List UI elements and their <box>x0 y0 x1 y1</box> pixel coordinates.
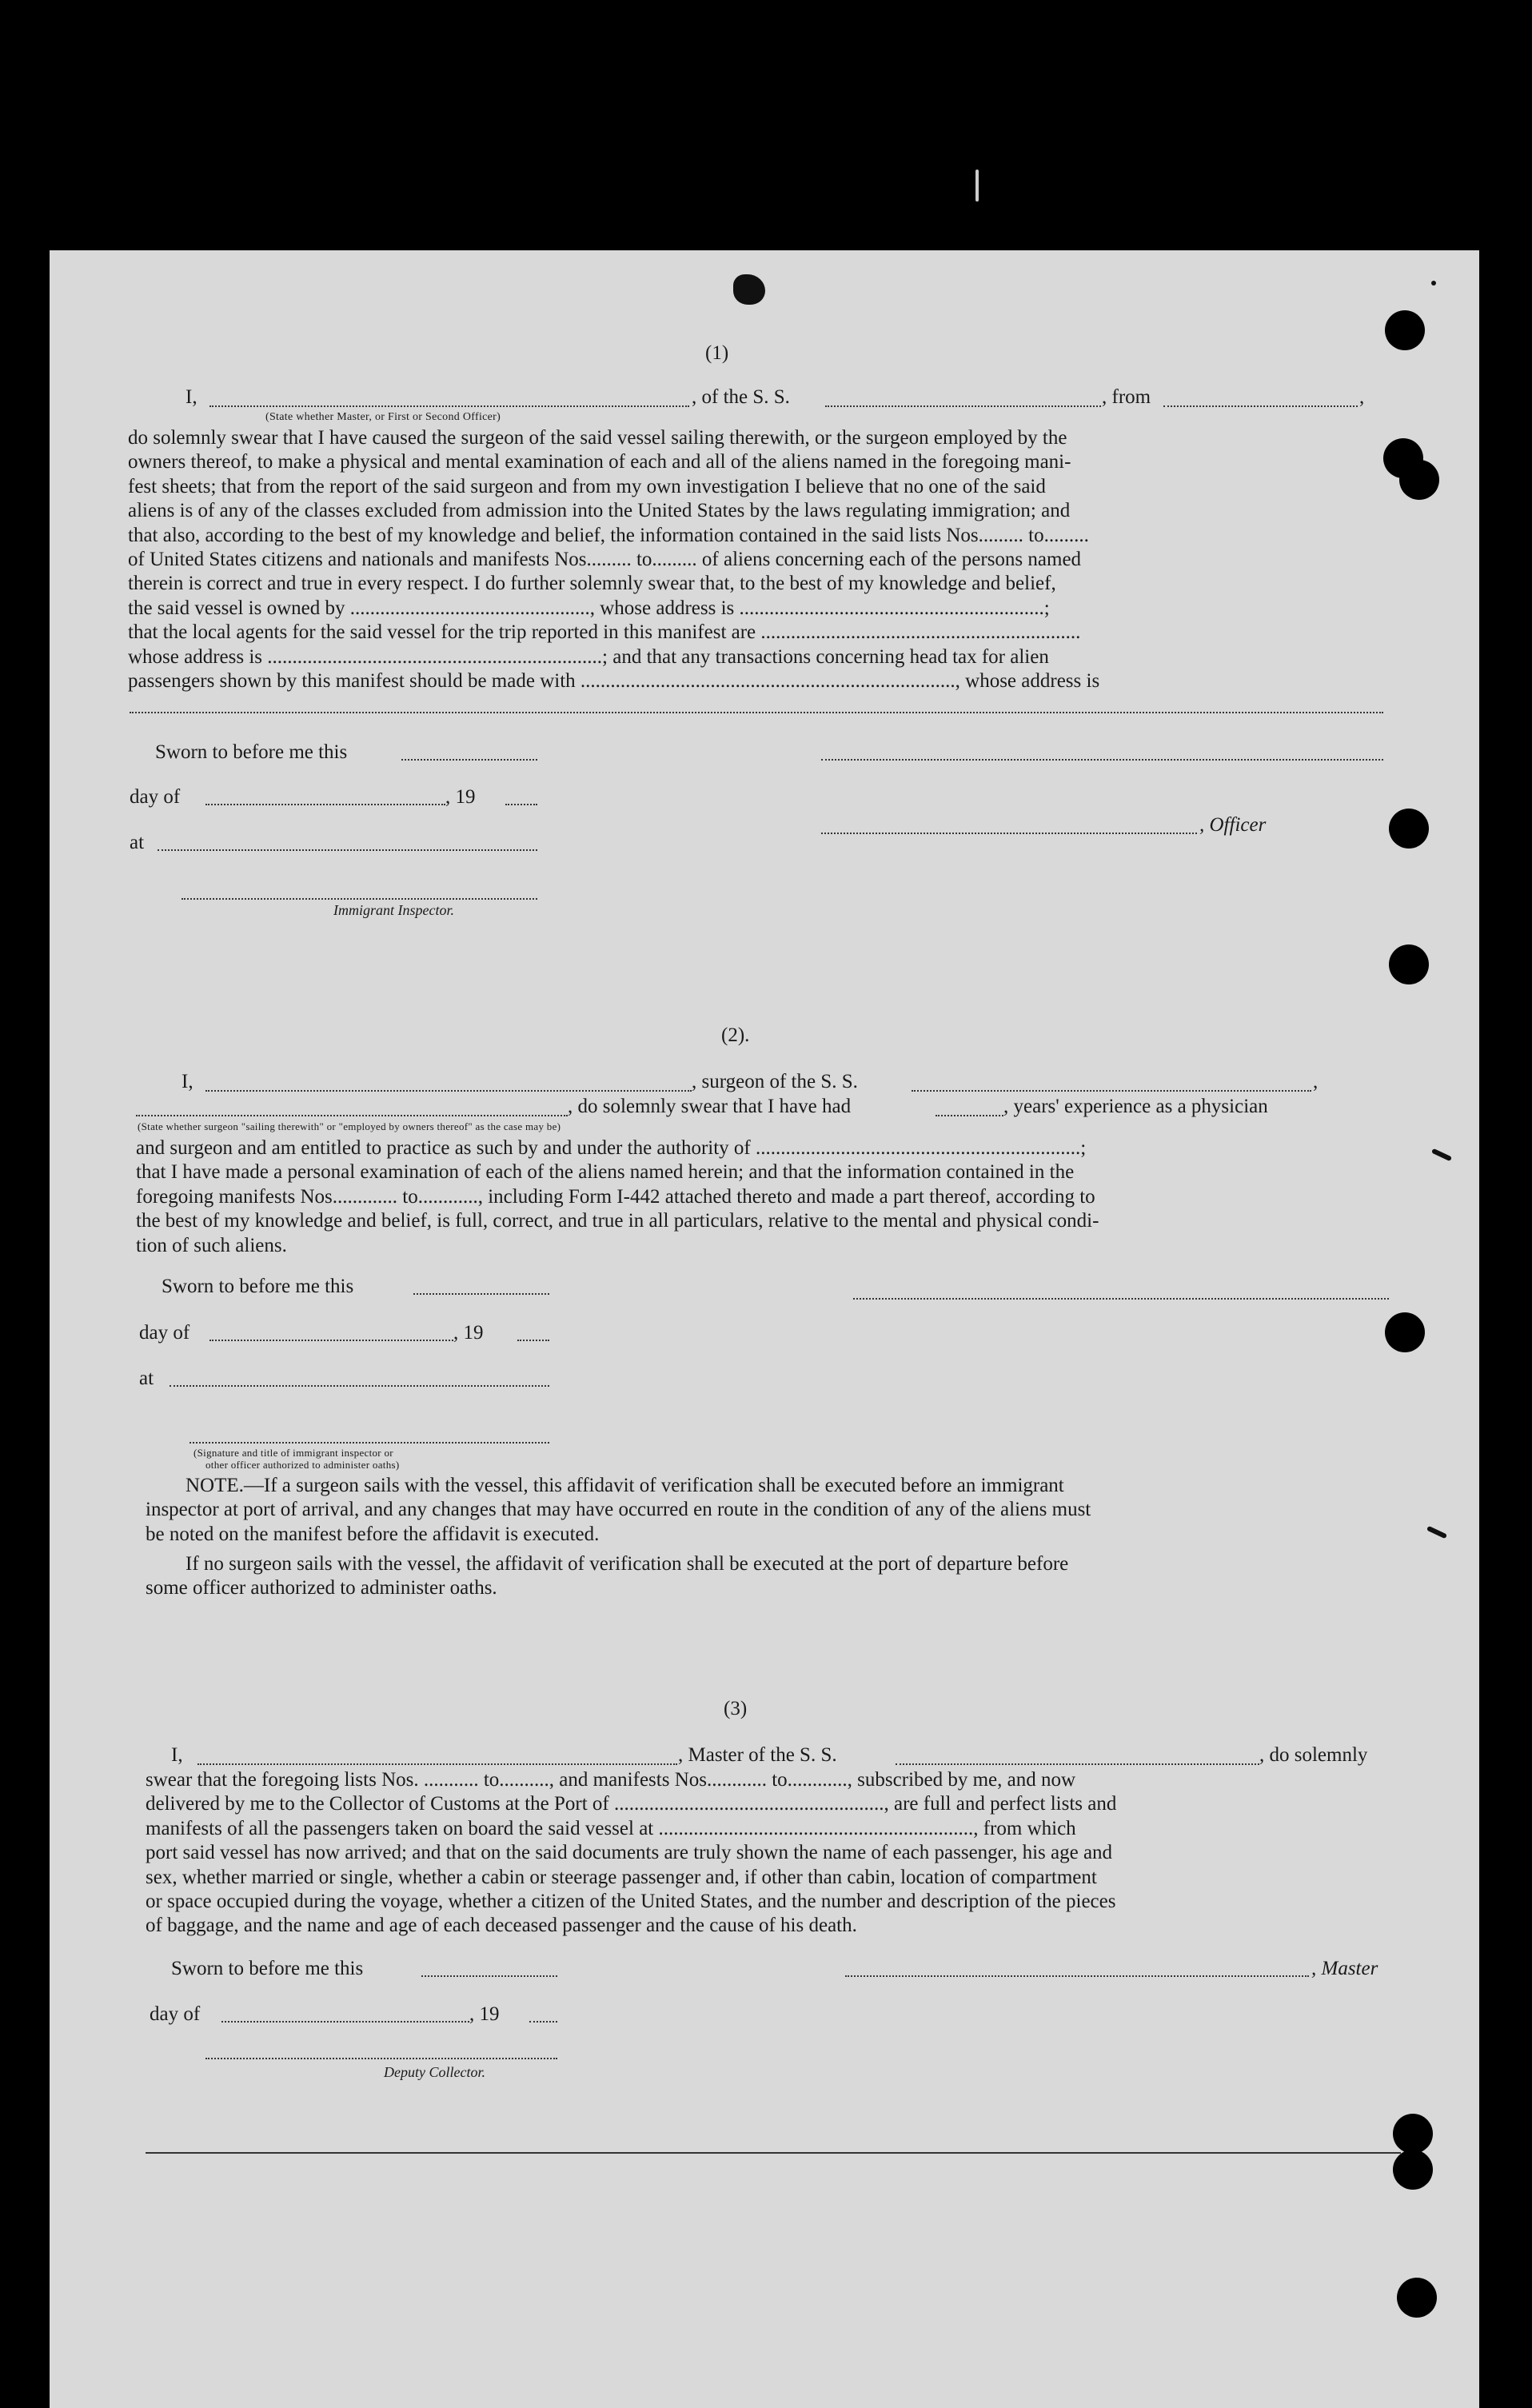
s1-at-field[interactable] <box>158 849 537 851</box>
s2-surgeon-name-field[interactable] <box>205 1090 692 1092</box>
scan-mark <box>975 170 979 202</box>
s1-officer-label: , Officer <box>1199 814 1267 836</box>
binder-hole <box>1385 1312 1425 1352</box>
section-2-number: (2). <box>721 1024 750 1046</box>
s3-day-month-field[interactable] <box>221 2021 469 2023</box>
s3-day-of-label: day of <box>150 2003 201 2025</box>
s1-line: fest sheets; that from the report of the said surgeon and from my own investigation I believe that no one of the said <box>128 475 1046 497</box>
s3-i-label: I, <box>171 1744 183 1766</box>
s1-line: whose address is ...................................................................; and that any transactions concerning head tax for alien <box>128 645 1049 668</box>
s1-line: of United States citizens and nationals and manifests Nos......... to......... of aliens concerning each of the persons named <box>128 549 1082 571</box>
s1-line: passengers shown by this manifest should be made with ..........................................................................., whose address is <box>128 670 1100 693</box>
s3-line: delivered by me to the Collector of Customs at the Port of ......................................................, are full and perfect lists and <box>146 1793 1117 1815</box>
s3-year-field[interactable] <box>529 2021 557 2023</box>
s2-day-of-label: day of <box>139 1322 190 1344</box>
s3-collector-label: Deputy Collector. <box>384 2064 485 2080</box>
s1-line: aliens is of any of the classes excluded from admission into the United States by the laws regulating immigration; and <box>128 500 1071 522</box>
s1-vessel-name-field[interactable] <box>825 405 1101 407</box>
s3-line: manifests of all the passengers taken on board the said vessel at ..............................................................., from which <box>146 1817 1076 1839</box>
speck <box>1426 1526 1447 1539</box>
s3-vessel-name-field[interactable] <box>896 1763 1259 1765</box>
s1-of-ss-label: , of the S. S. <box>692 386 790 408</box>
s2-swear-label: , do solemnly swear that I have had <box>568 1096 852 1117</box>
s2-year-field[interactable] <box>517 1340 549 1341</box>
binder-hole <box>1389 809 1429 849</box>
s1-inspector-signature-field[interactable] <box>182 898 537 900</box>
s1-day-of-label: day of <box>130 786 181 808</box>
s1-officer-signature-field[interactable] <box>821 759 1383 761</box>
s2-note2-line: If no surgeon sails with the vessel, the affidavit of verification shall be executed at the port of departure before <box>186 1553 1069 1575</box>
s3-line: of baggage, and the name and age of each deceased passenger and the cause of his death. <box>146 1915 857 1937</box>
s2-line: the best of my knowledge and belief, is full, correct, and true in all particulars, relative to the mental and physical condi- <box>136 1210 1099 1232</box>
binder-hole <box>1389 944 1429 984</box>
s2-at-label: at <box>139 1368 154 1389</box>
s1-from-port-field[interactable] <box>1163 405 1358 407</box>
s3-collector-signature-field[interactable] <box>205 2058 557 2059</box>
s2-note-paragraph-2 <box>146 1552 1393 1601</box>
s2-line: tion of such aliens. <box>136 1234 287 1256</box>
s1-from-label: , from <box>1102 386 1151 408</box>
s1-state-note: (State whether Master, or First or Second Officer) <box>265 411 501 423</box>
s1-inspector-label: Immigrant Inspector. <box>333 902 454 918</box>
s1-line: the said vessel is owned by ................................................, whose address is .............................................................; <box>128 597 1050 619</box>
s1-oath-paragraph <box>128 426 1383 693</box>
s2-signature-note-2: other officer authorized to administer oaths) <box>205 1459 400 1471</box>
s2-note-line: NOTE.—If a surgeon sails with the vessel, this affidavit of verification shall be executed before an immigrant <box>186 1475 1064 1496</box>
s3-oath-paragraph <box>146 1768 1401 1939</box>
s1-address-field[interactable] <box>130 712 1383 713</box>
speck <box>1431 281 1436 286</box>
s1-line: do solemnly swear that I have caused the surgeon of the said vessel sailing therewith, or the surgeon employed by the <box>128 427 1067 449</box>
bottom-rule <box>146 2152 1401 2154</box>
binder-hole <box>1393 2114 1433 2154</box>
s1-day-month-field[interactable] <box>205 804 445 805</box>
s3-line: port said vessel has now arrived; and that on the said documents are truly shown the name of each passenger, his age and <box>146 1842 1113 1864</box>
s2-day-month-field[interactable] <box>209 1340 453 1341</box>
s3-sworn-label: Sworn to before me this <box>171 1958 364 1979</box>
s3-year-label: , 19 <box>469 2003 500 2025</box>
section-1-number: (1) <box>705 342 729 364</box>
s1-line: therein is correct and true in every respect. I do further solemnly swear that, to the best of my knowledge and belief, <box>128 573 1056 595</box>
s2-note-line: be noted on the manifest before the affidavit is executed. <box>146 1523 600 1545</box>
s2-note2-line: some officer authorized to administer oaths. <box>146 1577 497 1599</box>
s3-master-name-field[interactable] <box>197 1763 677 1765</box>
s2-oath-paragraph <box>136 1136 1391 1258</box>
s3-master-of-label: , Master of the S. S. <box>678 1744 837 1766</box>
s2-sworn-label: Sworn to before me this <box>162 1276 354 1297</box>
s2-signature-note-1: (Signature and title of immigrant inspector or <box>193 1447 393 1459</box>
s3-swear-label: , do solemnly <box>1259 1744 1368 1766</box>
s1-sworn-day-field[interactable] <box>401 759 537 761</box>
s1-i-label: I, <box>186 386 197 408</box>
binder-hole <box>1399 460 1439 500</box>
s2-at-field[interactable] <box>170 1385 549 1387</box>
s2-i-label: I, <box>182 1071 193 1092</box>
s3-sworn-day-field[interactable] <box>421 1975 557 1977</box>
s3-master-label: , Master <box>1311 1958 1378 1979</box>
s1-officer-name-field[interactable] <box>209 405 689 407</box>
binder-hole <box>1397 2278 1437 2318</box>
s1-year-label: , 19 <box>445 786 476 808</box>
s2-vessel-name-field[interactable] <box>912 1090 1311 1092</box>
form-page <box>50 250 1479 2408</box>
s2-line: foregoing manifests Nos............. to............, including Form I-442 attached thereto and made a part thereof, according to <box>136 1185 1095 1208</box>
s3-line: swear that the foregoing lists Nos. ........... to.........., and manifests Nos............ to............, subscribed by me, and now <box>146 1769 1076 1791</box>
s2-line-end: , <box>1313 1071 1319 1092</box>
s1-line-end: , <box>1359 386 1365 408</box>
s1-line: owners thereof, to make a physical and mental examination of each and all of the aliens named in the foregoing mani- <box>128 451 1071 473</box>
s3-line: sex, whether married or single, whether a cabin or steerage passenger and, if other than cabin, location of compartment <box>146 1866 1097 1888</box>
ink-blot <box>733 274 765 305</box>
s2-years-label: , years' experience as a physician <box>1003 1096 1268 1117</box>
s2-years-field[interactable] <box>936 1115 1003 1116</box>
s2-inspector-signature-field[interactable] <box>190 1442 549 1444</box>
binder-hole <box>1393 2150 1433 2190</box>
s1-line: that the local agents for the said vessel for the trip reported in this manifest are ................................................................ <box>128 621 1081 644</box>
s2-line: and surgeon and am entitled to practice as such by and under the authority of .................................................................; <box>136 1137 1087 1159</box>
s1-officer-title-field[interactable] <box>821 833 1197 834</box>
s2-surgeon-signature-field[interactable] <box>853 1298 1389 1300</box>
binder-hole <box>1385 310 1425 350</box>
s2-state-note: (State whether surgeon "sailing therewith" or "employed by owners thereof" as the case may be) <box>138 1120 561 1132</box>
s2-line: that I have made a personal examination of each of the aliens named herein; and that the information contained in the <box>136 1161 1075 1184</box>
s2-note-line: inspector at port of arrival, and any changes that may have occurred en route in the condition of any of the aliens must <box>146 1499 1091 1521</box>
s2-year-label: , 19 <box>453 1322 484 1344</box>
s2-note-paragraph <box>146 1474 1393 1547</box>
s3-line: or space occupied during the voyage, whether a citizen of the United States, and the number and description of the pieces <box>146 1891 1116 1913</box>
s3-master-signature-field[interactable] <box>845 1975 1309 1977</box>
speck <box>1431 1148 1452 1161</box>
s1-line: that also, according to the best of my knowledge and belief, the information contained in the said lists Nos......... to......... <box>128 524 1089 546</box>
s2-sworn-day-field[interactable] <box>413 1293 549 1295</box>
s1-at-label: at <box>130 832 145 853</box>
section-3-number: (3) <box>724 1698 748 1719</box>
s1-year-field[interactable] <box>505 804 537 805</box>
s2-surgeon-of-label: , surgeon of the S. S. <box>692 1071 858 1092</box>
s2-surgeon-type-field[interactable] <box>136 1115 568 1116</box>
s1-sworn-label: Sworn to before me this <box>155 741 348 763</box>
